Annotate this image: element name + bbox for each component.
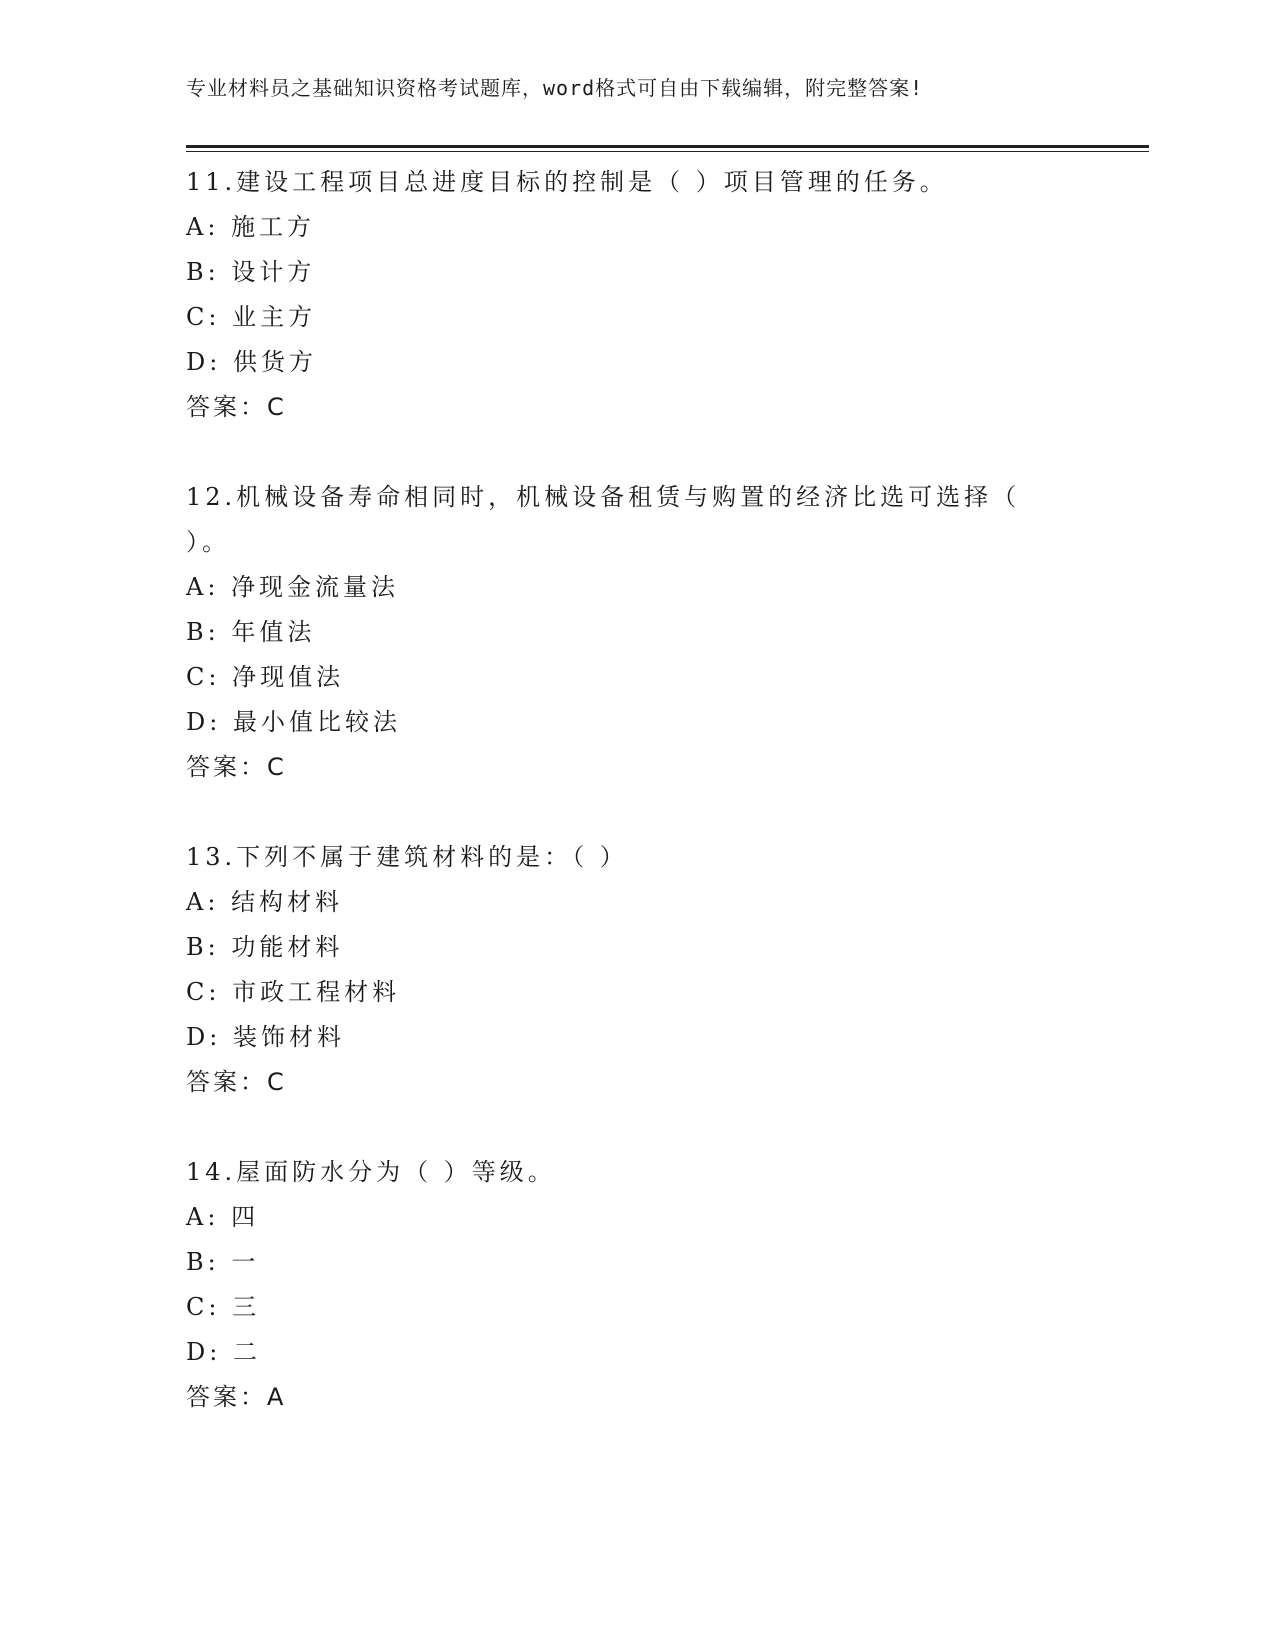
option-a: [186, 205, 1149, 250]
option-text: 净现金流量法: [231, 573, 400, 601]
option-a: [186, 1195, 1149, 1240]
option-letter: C:: [186, 663, 221, 691]
option-letter: B:: [186, 1248, 220, 1276]
question-stem: [186, 1150, 1046, 1195]
option-a: [186, 565, 1149, 610]
option-text: 三: [232, 1293, 261, 1321]
question-text: 屋面防水分为（ ）等级。: [236, 1158, 556, 1186]
option-d: [186, 340, 1149, 385]
answer-label: 答案：: [186, 1383, 267, 1411]
option-d: [186, 1015, 1149, 1060]
question-text: 机械设备寿命相同时，机械设备租赁与购置的经济比选可选择（ ）。: [186, 483, 1021, 556]
option-b: [186, 925, 1149, 970]
option-b: [186, 250, 1149, 295]
option-text: 施工方: [231, 213, 316, 241]
option-b: [186, 1240, 1149, 1285]
option-text: 最小值比较法: [232, 708, 401, 736]
header-rule-thin: [186, 151, 1149, 152]
question-14: [186, 1150, 1149, 1420]
question-stem: [186, 835, 1046, 880]
option-b: [186, 610, 1149, 655]
answer-value: A: [267, 1383, 287, 1411]
answer-value: C: [267, 753, 287, 781]
question-number: 14.: [186, 1158, 237, 1186]
option-letter: A:: [186, 573, 220, 601]
option-text: 四: [231, 1203, 260, 1231]
answer-line: [186, 1375, 1149, 1420]
option-c: [186, 295, 1149, 340]
option-letter: C:: [186, 1293, 221, 1321]
question-list: [186, 160, 1149, 1465]
answer-value: C: [267, 1068, 287, 1096]
option-letter: D:: [186, 708, 222, 736]
answer-line: [186, 385, 1149, 430]
option-a: [186, 880, 1149, 925]
option-letter: A:: [186, 1203, 220, 1231]
option-c: [186, 1285, 1149, 1330]
option-text: 净现值法: [232, 663, 345, 691]
answer-label: 答案：: [186, 393, 267, 421]
answer-value: C: [267, 393, 287, 421]
question-12: [186, 475, 1149, 790]
option-c: [186, 970, 1149, 1015]
option-text: 一: [231, 1248, 260, 1276]
option-text: 装饰材料: [232, 1023, 345, 1051]
option-letter: C:: [186, 978, 221, 1006]
answer-label: 答案：: [186, 753, 267, 781]
question-number: 11.: [186, 168, 237, 196]
option-text: 结构材料: [231, 888, 344, 916]
option-text: 功能材料: [231, 933, 344, 961]
question-13: [186, 835, 1149, 1105]
option-letter: A:: [186, 213, 220, 241]
option-d: [186, 1330, 1149, 1375]
option-letter: D:: [186, 1023, 222, 1051]
option-text: 市政工程材料: [232, 978, 401, 1006]
question-11: [186, 160, 1149, 430]
option-text: 设计方: [231, 258, 316, 286]
option-c: [186, 655, 1149, 700]
option-letter: A:: [186, 888, 220, 916]
question-stem: [186, 475, 1046, 565]
answer-label: 答案：: [186, 1068, 267, 1096]
question-number: 13.: [186, 843, 237, 871]
option-text: 业主方: [232, 303, 317, 331]
question-text: 下列不属于建筑材料的是：（ ）: [236, 843, 628, 871]
option-letter: D:: [186, 348, 222, 376]
header-rule-thick: [186, 145, 1149, 148]
question-number: 12.: [186, 483, 237, 511]
answer-line: [186, 1060, 1149, 1105]
page-header: 专业材料员之基础知识资格考试题库，word格式可自由下载编辑，附完整答案!: [186, 76, 924, 100]
option-letter: B:: [186, 618, 220, 646]
option-letter: D:: [186, 1338, 222, 1366]
option-letter: B:: [186, 933, 220, 961]
answer-line: [186, 745, 1149, 790]
question-text: 建设工程项目总进度目标的控制是（ ）项目管理的任务。: [236, 168, 948, 196]
option-text: 年值法: [231, 618, 316, 646]
option-letter: C:: [186, 303, 221, 331]
option-text: 二: [232, 1338, 261, 1366]
option-letter: B:: [186, 258, 220, 286]
option-d: [186, 700, 1149, 745]
question-stem: [186, 160, 1046, 205]
option-text: 供货方: [232, 348, 317, 376]
